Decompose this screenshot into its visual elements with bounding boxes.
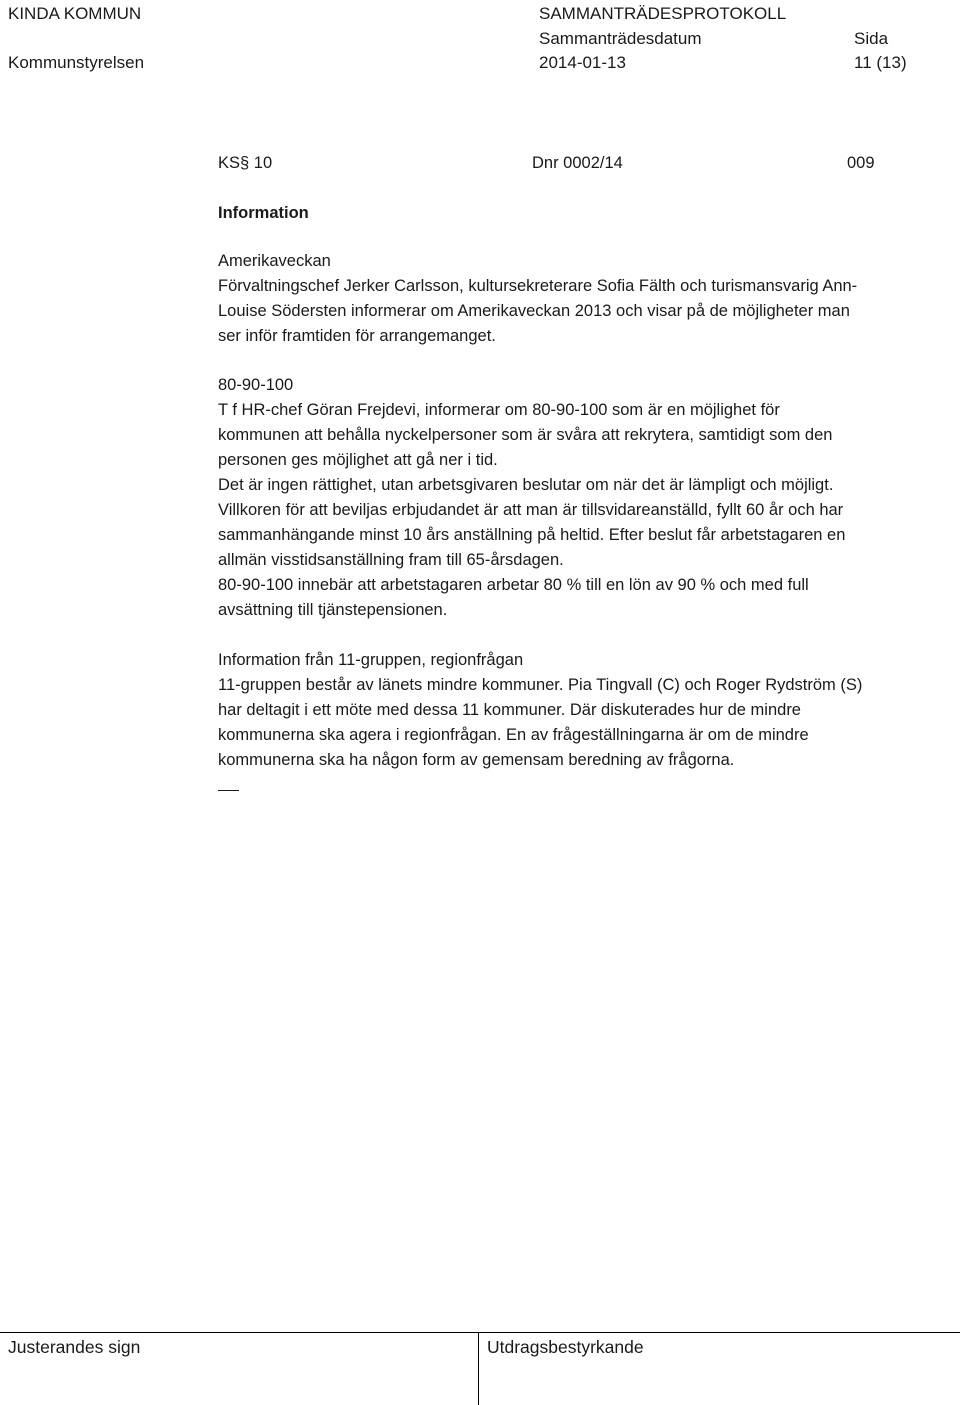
organization-name: KINDA KOMMUN: [8, 4, 142, 23]
page-number: 11 (13): [854, 53, 907, 72]
ks-label: KS: [218, 154, 241, 172]
extract-certification-label: Utdragsbestyrkande: [487, 1337, 644, 1357]
adjuster-signature-label: Justerandes sign: [8, 1337, 141, 1357]
text-line: ser inför framtiden för arrangemanget.: [218, 327, 496, 345]
text-line: personen ges möjlighet att gå ner i tid.: [218, 451, 498, 469]
paragraph-reference: [218, 151, 272, 176]
signature-footer: [0, 1332, 960, 1405]
filing-code: 009: [847, 154, 875, 172]
section-title: Amerikaveckan: [218, 252, 331, 270]
meeting-date: 2014-01-13: [539, 53, 626, 72]
text-line: 80-90-100 innebär att arbetstagaren arbetar 80 % till en lön av 90 % och med full: [218, 576, 809, 594]
meeting-date-label: Sammanträdesdatum: [539, 29, 702, 48]
text-line: kommunerna ska agera i regionfrågan. En av frågeställningarna är om de mindre: [218, 726, 809, 744]
department-name: Kommunstyrelsen: [8, 53, 145, 72]
text-line: allmän visstidsanställning fram till 65-årsdagen.: [218, 551, 564, 569]
text-line: har deltagit i ett möte med dessa 11 kommuner. Där diskuterades hur de mindre: [218, 701, 801, 719]
item-heading: Information: [218, 204, 309, 222]
section-sign: §: [240, 154, 250, 172]
text-line: kommunen att behålla nyckelpersoner som är svåra att rekrytera, samtidigt som den: [218, 426, 833, 444]
text-line: Louise Södersten informerar om Amerikaveckan 2013 och visar på de möjligheter man: [218, 302, 850, 320]
text-line: avsättning till tjänstepensionen.: [218, 601, 448, 619]
diary-number: Dnr 0002/14: [532, 154, 623, 172]
text-line: Förvaltningschef Jerker Carlsson, kultursekreterare Sofia Fälth och turismansvarig Ann-: [218, 277, 858, 295]
paragraph-number: 10: [253, 154, 273, 172]
text-line: sammanhängande minst 10 års anställning på heltid. Efter beslut får arbetstagaren en: [218, 526, 846, 544]
text-line: Villkoren för att beviljas erbjudandet är att man är tillsvidareanställd, fyllt 60 år och har: [218, 501, 844, 519]
section-title: 80-90-100: [218, 376, 294, 394]
section-80-90-100: [218, 373, 938, 623]
section-11-gruppen: [218, 648, 938, 773]
section-title: Information från 11-gruppen, regionfrågan: [218, 651, 524, 669]
document-type: SAMMANTRÄDESPROTOKOLL: [539, 4, 787, 23]
text-line: 11-gruppen består av länets mindre kommuner. Pia Tingvall (C) och Roger Rydström (S): [218, 676, 863, 694]
text-line: T f HR-chef Göran Frejdevi, informerar om 80-90-100 som är en möjlighet för: [218, 401, 780, 419]
text-line: kommunerna ska ha någon form av gemensam beredning av frågorna.: [218, 751, 735, 769]
footer-divider: [478, 1333, 479, 1405]
page-label: Sida: [854, 29, 889, 48]
section-amerikaveckan: [218, 249, 938, 349]
text-line: Det är ingen rättighet, utan arbetsgivaren beslutar om när det är lämpligt och möjligt.: [218, 476, 834, 494]
end-of-item-mark: [218, 790, 239, 791]
